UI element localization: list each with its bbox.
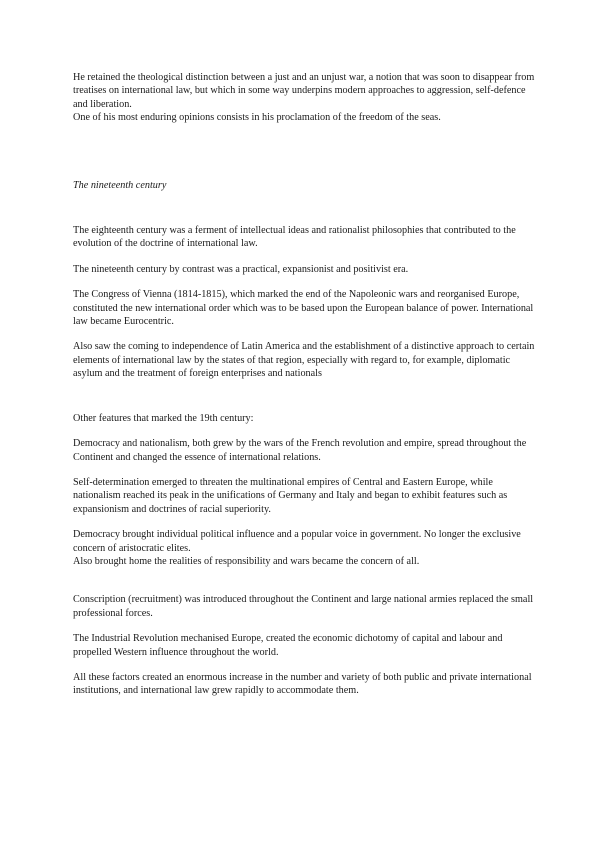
paragraph-latin-america: Also saw the coming to independence of Latin America and the establishment of a distinctive approach to certain elements of international law by the states of that region, especially with regard to, for example, diplomatic asylum and the treatment of foreign enterprises and nationals [73,341,535,380]
paragraph-congress-of-vienna: The Congress of Vienna (1814-1815), which marked the end of the Napoleonic wars and reorganised Europe, constituted the new international order which was to be based upon the European balance of power. International law became Eurocentric. [73,289,534,328]
paragraph-self-determination: Self-determination emerged to threaten the multinational empires of Central and Eastern Europe, while nationalism reached its peak in the unifications of Germany and Italy and began to exhibit features such as expansionism and doctrines of racial superiority. [73,476,508,515]
paragraph-other-features: Other features that marked the 19th century: [73,412,254,424]
paragraph-democracy-nationalism: Democracy and nationalism, both grew by the wars of the French revolution and empire, spread throughout the Continent and changed the essence of international relations. [73,438,527,463]
paragraph-freedom-of-seas: One of his most enduring opinions consists in his proclamation of the freedom of the seas. [73,112,441,124]
document-page [73,71,535,698]
paragraph-eighteenth-century: The eighteenth century was a ferment of intellectual ideas and rationalist philosophies that contributed to the evolution of the doctrine of international law. [73,225,516,250]
paragraph-political-influence: Democracy brought individual political influence and a popular voice in government. No longer the exclusive concern of aristocratic elites. [73,529,521,554]
paragraph-responsibility: Also brought home the realities of responsibility and wars became the concern of all. [73,555,420,567]
paragraph-conscription: Conscription (recruitment) was introduced throughout the Continent and large national armies replaced the small professional forces. [73,594,534,619]
paragraph-nineteenth-century: The nineteenth century by contrast was a practical, expansionist and positivist era. [73,263,409,275]
section-heading: The nineteenth century [73,179,167,191]
paragraph-institutions: All these factors created an enormous increase in the number and variety of both public and private international institutions, and international law grew rapidly to accommodate them. [73,671,532,697]
paragraph-industrial-revolution: The Industrial Revolution mechanised Europe, created the economic dichotomy of capital and labour and propelled Western influence throughout the world. [73,633,503,658]
paragraph-just-war: He retained the theological distinction between a just and an unjust war, a notion that was soon to disappear from treatises on international law, but which in some way underpins modern approaches to aggression, self-defence and liberation. [73,72,535,110]
